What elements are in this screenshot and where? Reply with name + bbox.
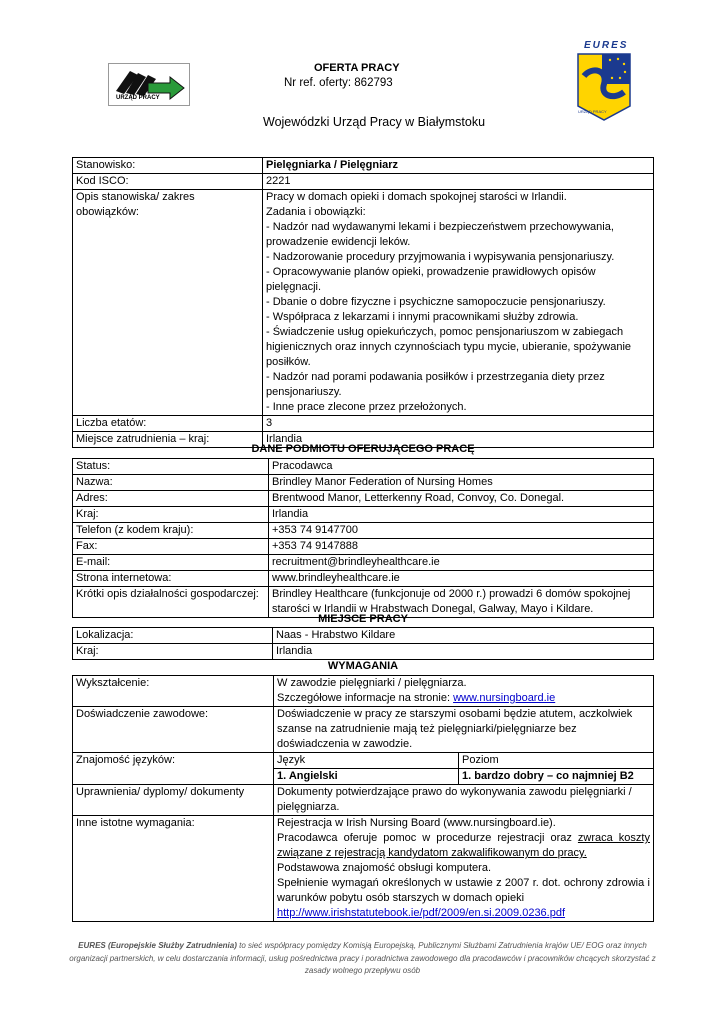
other-line: Rejestracja w Irish Nursing Board (www.nursingboard.ie). [277, 817, 556, 829]
permits-label: Uprawnienia/ dyplomy/ dokumenty [73, 785, 274, 816]
education-info-text: Szczegółowe informacje na stronie: [277, 692, 454, 704]
table-row [73, 676, 654, 707]
position-value: Pielęgniarka / Pielęgniarz [263, 158, 654, 174]
description-line: - Współpraca z lekarzami i innymi pracownikami służby zdrowia. [266, 311, 579, 323]
positions-count-label: Liczba etatów: [73, 416, 263, 432]
eures-logo [574, 40, 634, 125]
description-line: Zadania i obowiązki: [266, 206, 366, 218]
workplace-heading: MIEJSCE PRACY [318, 613, 408, 625]
website-value[interactable]: www.brindleyhealthcare.ie [269, 571, 654, 587]
location-label: Lokalizacja: [73, 628, 273, 644]
other-line: Spełnienie wymagań określonych w ustawie z 2007 r. dot. ochrony zdrowia i warunków pobytu osób starszych w domach opieki [277, 877, 650, 904]
languages-label: Znajomość języków: [73, 753, 274, 785]
description-line: - Dbanie o dobre fizyczne i psychiczne samopoczucie pensjonariuszy. [266, 296, 606, 308]
status-label: Status: [73, 459, 269, 475]
table-row [73, 707, 654, 753]
workplace-country-label: Kraj: [73, 644, 273, 660]
table-row [73, 416, 654, 432]
employer-table [72, 458, 654, 618]
table-row [73, 491, 654, 507]
footer-text: to sieć współpracy pomiędzy Komisją Europejską, Publicznymi Służbami Zatrudnienia krajów UE/ EOG oraz innych organizacji partnerskich, w celu dostarczania informacji, usług pośrednictwa pracy i poradnictwa zawodowego dla pracodawców i pracowników chcących skorzystać z zasady wolnego przepływu osób [69, 941, 656, 975]
language-level: 1. bardzo dobry – co najmniej B2 [459, 769, 654, 785]
language-name: 1. Angielski [274, 769, 459, 785]
address-label: Adres: [73, 491, 269, 507]
description-line: - Opracowywanie planów opieki, prowadzenie prawidłowych opisów pielęgnacji. [266, 266, 596, 293]
description-line: - Inne prace zlecone przez przełożonych. [266, 401, 467, 413]
table-row [73, 475, 654, 491]
table-row [73, 459, 654, 475]
positions-count-value: 3 [263, 416, 654, 432]
eures-logo-sub: URZĄD PRACY [578, 109, 607, 114]
education-line: W zawodzie pielęgniarki / pielęgniarza. [277, 677, 467, 689]
description-line: - Świadczenie usług opiekuńczych, pomoc pensjonariuszom w zabiegach higienicznych oraz innych czynnościach typu mycie, ubieranie, spożywanie posiłków. [266, 326, 632, 368]
table-row [73, 571, 654, 587]
permits-value: Dokumenty potwierdzające prawo do wykonywania zawodu pielęgniarki / pielęgniarza. [274, 785, 654, 816]
workplace-country-value: Irlandia [273, 644, 654, 660]
other-requirements-value [274, 816, 654, 922]
table-row [73, 785, 654, 816]
description-line: - Nadzorowanie procedury przyjmowania i wypisywania pensjonariuszy. [266, 251, 615, 263]
urzad-pracy-logo [108, 63, 190, 106]
address-value: Brentwood Manor, Letterkenny Road, Convoy, Co. Donegal. [269, 491, 654, 507]
eures-logo-text: EURES [584, 40, 629, 51]
table-row [73, 158, 654, 174]
table-row [73, 753, 654, 769]
office-name: Wojewódzki Urząd Pracy w Białymstoku [263, 115, 486, 129]
table-row [73, 174, 654, 190]
other-requirements-label: Inne istotne wymagania: [73, 816, 274, 922]
employer-country-value: Irlandia [269, 507, 654, 523]
employer-heading: DANE PODMIOTU OFERUJĄCEGO PRACĘ [251, 443, 475, 455]
other-line-text: Pracodawca oferuje pomoc w procedurze rejestracji oraz [277, 832, 578, 844]
description-line: - Nadzór nad wydawanymi lekami i bezpieczeństwem przechowywania, prowadzenie ewidencji leków. [266, 221, 614, 248]
language-column-header: Język [274, 753, 459, 769]
description-line: - Nadzór nad porami podawania posiłków i przestrzegania diety przez pensjonariuszy. [266, 371, 605, 398]
table-row [73, 539, 654, 555]
website-label: Strona internetowa: [73, 571, 269, 587]
irish-statute-link[interactable]: http://www.irishstatutebook.ie/pdf/2009/en.si.2009.0236.pdf [277, 907, 566, 919]
isco-label: Kod ISCO: [73, 174, 263, 190]
other-line-underlined: zwraca koszty związane z rejestracją kandydatom zakwalifikowanym do pracy. [277, 832, 650, 859]
business-description-value: Brindley Healthcare (funkcjonuje od 2000 r.) prowadzi 6 domów spokojnej starości w Irlandii w Hrabstwach Donegal, Galway, Mayo i Kildare. [269, 587, 654, 618]
status-value: Pracodawca [269, 459, 654, 475]
education-label: Wykształcenie: [73, 676, 274, 707]
level-column-header: Poziom [459, 753, 654, 769]
description-label: Opis stanowiska/ zakres obowiązków: [73, 190, 263, 416]
education-line [277, 691, 650, 706]
table-row [73, 628, 654, 644]
table-row [73, 816, 654, 922]
education-value [274, 676, 654, 707]
phone-value: +353 74 9147700 [269, 523, 654, 539]
table-row [73, 190, 654, 416]
description-line: Pracy w domach opieki i domach spokojnej starości w Irlandii. [266, 191, 567, 203]
name-label: Nazwa: [73, 475, 269, 491]
offer-reference: Nr ref. oferty: 862793 [284, 77, 393, 89]
page-title: OFERTA PRACY [314, 62, 400, 74]
table-row [73, 507, 654, 523]
isco-value: 2221 [263, 174, 654, 190]
phone-label: Telefon (z kodem kraju): [73, 523, 269, 539]
other-line [277, 831, 650, 861]
requirements-heading: WYMAGANIA [327, 660, 399, 672]
employer-country-label: Kraj: [73, 507, 269, 523]
logo-left-text: URZĄD PRACY [116, 95, 160, 101]
table-row [73, 555, 654, 571]
table-row [73, 523, 654, 539]
email-value[interactable]: recruitment@brindleyhealthcare.ie [269, 555, 654, 571]
country-value: Irlandia [263, 432, 654, 448]
business-description-label: Krótki opis działalności gospodarczej: [73, 587, 269, 618]
description-value [263, 190, 654, 416]
location-value: Naas - Hrabstwo Kildare [273, 628, 654, 644]
position-label: Stanowisko: [73, 158, 263, 174]
position-table [72, 157, 654, 448]
workplace-table [72, 627, 654, 660]
country-label: Miejsce zatrudnienia – kraj: [73, 432, 263, 448]
nursingboard-link[interactable]: www.nursingboard.ie [453, 692, 556, 704]
email-label: E-mail: [73, 555, 269, 571]
fax-value: +353 74 9147888 [269, 539, 654, 555]
footer-bold: EURES (Europejskie Służby Zatrudnienia) [78, 941, 237, 950]
fax-label: Fax: [73, 539, 269, 555]
name-value: Brindley Manor Federation of Nursing Homes [269, 475, 654, 491]
experience-label: Doświadczenie zawodowe: [73, 707, 274, 753]
requirements-table [72, 675, 654, 922]
table-row [73, 644, 654, 660]
footer-note [60, 940, 665, 978]
other-line: Podstawowa znajomość obsługi komputera. [277, 862, 492, 874]
experience-value: Doświadczenie w pracy ze starszymi osobami będzie atutem, aczkolwiek szanse na zatrudnienie mają też pielęgniarki/pielęgniarze bez doświadczenia w zawodzie. [274, 707, 654, 753]
